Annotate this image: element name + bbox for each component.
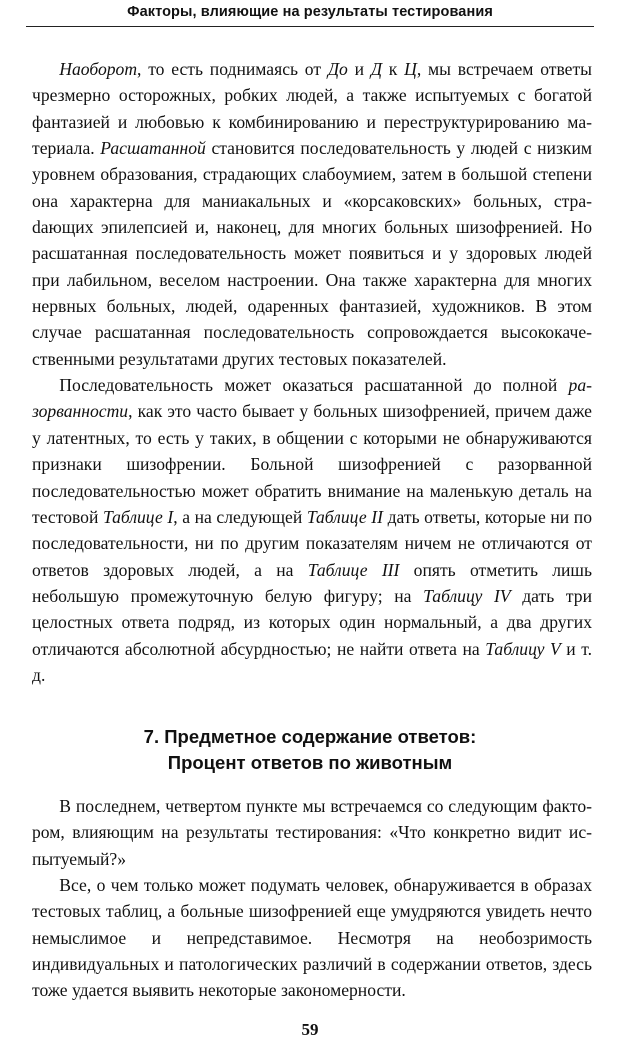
text-run: дать ответы, которые ни по последовательности, ни по другим показателям ничем не отличаются от ответов здоровых людей, а на [32,506,592,580]
paragraph [32,872,592,1004]
section-heading-line-2: Процент ответов по животным [167,752,453,773]
text-run: опять отметить лишь небольшую промежуточную белую фигуру; на [32,559,592,606]
text-run: и [347,59,371,79]
italic-text: Таблице I [102,506,174,527]
body-text-bottom [32,793,592,1004]
italic-text: Таблице II [306,506,383,527]
italic-text: разорванности [32,375,592,422]
italic-text: Ц [404,59,417,79]
italic-text: Наоборот [59,59,138,79]
italic-text: Таблицу V [485,638,561,659]
text-run: Все, о чем только может подумать человек, обнаруживается в образах тестовых таблиц, а больные шизофренией еще умудряются увидеть нечто немыслимое и непредставимое. Несмотря на необозримость индивидуальных и патологических различий в содержании ответов, здесь тоже удается выявить некоторые закономерности. [32,875,592,1001]
text-run: В последнем, четвертом пункте мы встречаемся со следующим фактором, влияющим на результаты тестирования: «Что конкретно видит испытуемый?» [32,796,592,869]
text-run: , то есть поднимаясь от [137,59,328,79]
text-run: и т. д. [32,638,593,685]
header-divider [26,26,594,27]
paragraph [32,56,592,372]
text-run: , а на следующей [173,506,307,527]
paragraph [32,372,592,688]
page-number: 59 [301,1020,319,1039]
text-run: дать три целостных ответа подряд, из которых один нормальный, а два других отличаются абсолютной абсурдностью; не найти ответа на [32,585,593,659]
italic-text: Расшатанной [100,138,206,159]
text-run: Последовательность может оказаться расшатанной до полной [59,375,569,396]
body-text-top [32,56,592,688]
text-run: , мы встречаем ответы чрезмерно осторожных, робких людей, а также испытуемых с богатой фантазией и любовью к комбинированию и переструктурированию материала. [32,59,592,159]
section-heading [26,724,594,776]
text-run: , как это часто бывает у больных шизофренией, причем даже у латентных, то есть у таких, в общении с которыми не обнаруживаются признаки шизофрении. Больной шизофренией с разорванной последовательностью может обратить внимание на маленькую деталь на тестовой [32,401,592,527]
section-heading-line-1: 7. Предметное содержание ответов: [143,726,477,747]
italic-text: До [327,59,348,79]
running-header: Факторы, влияющие на результаты тестирования [127,4,493,20]
italic-text: Таблице III [307,559,400,580]
text-run: к [382,59,405,79]
italic-text: Таблицу IV [423,585,511,606]
text-run: становится последовательность у людей с низким уровнем образования, страдающих слабоумием, затем в большой степени она характерна для маниакальных и «корсаковских» больных, страdающих эпилепсией и, наконец, для многих больных шизофренией. Но расшатанная последовательность может появиться и у здоровых людей при лабильном, веселом настроении. Она также характерна для многих нервных больных, людей, одаренных фантазией, художников. В этом случае расшатанная последовательность сопровождается высококачественными результатами других тестовых показателей. [32,138,593,369]
italic-text: Д [370,59,383,79]
paragraph [32,793,592,872]
